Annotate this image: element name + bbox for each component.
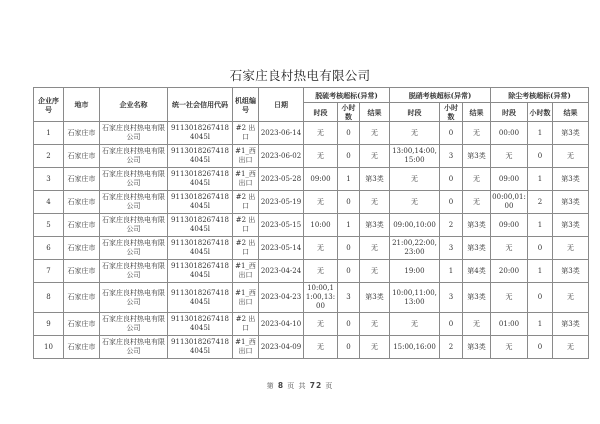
cell-so2-hours: 0 (338, 313, 360, 336)
cell-nox-result: 无 (463, 168, 491, 191)
cell-nox-hours: 0 (440, 191, 463, 214)
header-dust-hours: 小时数 (528, 103, 553, 122)
cell-so2-result: 无 (360, 313, 390, 336)
cell-date: 2023-06-02 (259, 145, 304, 168)
cell-seq: 4 (34, 191, 64, 214)
cell-city: 石家庄市 (64, 313, 100, 336)
footer-mid: 页 共 (287, 382, 307, 390)
header-dust-group: 除尘考核超标(异常) (491, 88, 589, 103)
cell-dust-period: 20:00 (491, 260, 528, 283)
cell-so2-hours: 1 (338, 214, 360, 237)
cell-date: 2023-04-10 (259, 313, 304, 336)
cell-dust-period: 00:00,01:00 (491, 191, 528, 214)
cell-nox-result: 第3类 (463, 214, 491, 237)
cell-nox-hours: 1 (440, 260, 463, 283)
cell-credit-code: 91130182674184045l (168, 122, 233, 145)
footer-prefix: 第 (266, 382, 275, 390)
cell-company: 石家庄良村热电有限公司 (100, 214, 168, 237)
cell-nox-hours: 0 (440, 122, 463, 145)
cell-date: 2023-04-23 (259, 283, 304, 313)
cell-nox-period: 21:00,22:00,23:00 (390, 237, 440, 260)
cell-nox-period: 09:00,10:00 (390, 214, 440, 237)
cell-nox-result: 第3类 (463, 237, 491, 260)
cell-dust-result: 无 (553, 283, 589, 313)
cell-company: 石家庄良村热电有限公司 (100, 237, 168, 260)
cell-credit-code: 91130182674184045l (168, 191, 233, 214)
cell-so2-result: 无 (360, 260, 390, 283)
cell-date: 2023-04-09 (259, 336, 304, 359)
table-row (34, 122, 589, 145)
cell-company: 石家庄良村热电有限公司 (100, 168, 168, 191)
header-unit: 机组编号 (233, 88, 259, 122)
cell-city: 石家庄市 (64, 283, 100, 313)
table-row (34, 168, 589, 191)
header-dust-period: 时段 (491, 103, 528, 122)
header-nox-group: 脱硝考核超标(异常) (390, 88, 491, 103)
cell-dust-period: 09:00 (491, 214, 528, 237)
cell-seq: 2 (34, 145, 64, 168)
cell-dust-hours: 2 (528, 191, 553, 214)
cell-credit-code: 91130182674184045l (168, 283, 233, 313)
cell-so2-period: 无 (304, 145, 338, 168)
cell-city: 石家庄市 (64, 122, 100, 145)
cell-nox-hours: 3 (440, 283, 463, 313)
cell-dust-result: 无 (553, 336, 589, 359)
table-row (34, 191, 589, 214)
cell-seq: 5 (34, 214, 64, 237)
cell-so2-period: 无 (304, 191, 338, 214)
header-nox-period: 时段 (390, 103, 440, 122)
cell-so2-hours: 0 (338, 122, 360, 145)
cell-dust-result: 第3类 (553, 260, 589, 283)
cell-so2-period: 10:00 (304, 214, 338, 237)
cell-dust-period: 无 (491, 237, 528, 260)
cell-so2-period: 无 (304, 260, 338, 283)
header-so2-period: 时段 (304, 103, 338, 122)
cell-so2-hours: 0 (338, 260, 360, 283)
cell-dust-period: 无 (491, 336, 528, 359)
cell-date: 2023-05-19 (259, 191, 304, 214)
cell-nox-period: 13:00,14:00,15:00 (390, 145, 440, 168)
cell-so2-hours: 0 (338, 336, 360, 359)
cell-company: 石家庄良村热电有限公司 (100, 260, 168, 283)
cell-nox-result: 第3类 (463, 145, 491, 168)
header-date: 日期 (259, 88, 304, 122)
cell-so2-hours: 0 (338, 191, 360, 214)
cell-nox-period: 无 (390, 313, 440, 336)
cell-dust-period: 01:00 (491, 313, 528, 336)
cell-unit: #2 出口 (233, 237, 259, 260)
cell-so2-result: 无 (360, 336, 390, 359)
cell-so2-period: 09:00 (304, 168, 338, 191)
cell-city: 石家庄市 (64, 260, 100, 283)
header-seq: 企业序号 (34, 88, 64, 122)
cell-city: 石家庄市 (64, 145, 100, 168)
cell-nox-period: 15:00,16:00 (390, 336, 440, 359)
cell-so2-result: 无 (360, 237, 390, 260)
cell-credit-code: 91130182674184045l (168, 214, 233, 237)
cell-seq: 1 (34, 122, 64, 145)
cell-credit-code: 91130182674184045l (168, 237, 233, 260)
cell-so2-period: 无 (304, 122, 338, 145)
cell-dust-hours: 0 (528, 336, 553, 359)
cell-nox-period: 无 (390, 168, 440, 191)
cell-dust-result: 无 (553, 237, 589, 260)
cell-so2-period: 无 (304, 336, 338, 359)
cell-city: 石家庄市 (64, 237, 100, 260)
cell-unit: #1_西出口 (233, 168, 259, 191)
cell-city: 石家庄市 (64, 336, 100, 359)
header-so2-group: 脱硫考核超标(异常) (304, 88, 390, 103)
header-so2-result: 结果 (360, 103, 390, 122)
cell-credit-code: 91130182674184045l (168, 336, 233, 359)
cell-so2-period: 10:00,11:00,13:00 (304, 283, 338, 313)
cell-so2-hours: 0 (338, 237, 360, 260)
table-row (34, 260, 589, 283)
header-nox-hours: 小时数 (440, 103, 463, 122)
page-footer (0, 381, 600, 391)
cell-so2-period: 无 (304, 237, 338, 260)
header-credit-code: 统一社会信用代码 (168, 88, 233, 122)
header-so2-hours: 小时数 (338, 103, 360, 122)
cell-so2-result: 第3类 (360, 214, 390, 237)
cell-company: 石家庄良村热电有限公司 (100, 313, 168, 336)
cell-dust-hours: 1 (528, 260, 553, 283)
cell-company: 石家庄良村热电有限公司 (100, 336, 168, 359)
header-nox-result: 结果 (463, 103, 491, 122)
cell-so2-period: 无 (304, 313, 338, 336)
cell-dust-hours: 1 (528, 122, 553, 145)
cell-unit: #1_西出口 (233, 336, 259, 359)
cell-nox-hours: 0 (440, 168, 463, 191)
cell-company: 石家庄良村热电有限公司 (100, 122, 168, 145)
cell-unit: #1_西出口 (233, 260, 259, 283)
cell-date: 2023-04-24 (259, 260, 304, 283)
cell-dust-result: 无 (553, 145, 589, 168)
cell-so2-result: 第3类 (360, 168, 390, 191)
cell-seq: 10 (34, 336, 64, 359)
cell-nox-hours: 3 (440, 237, 463, 260)
footer-suffix: 页 (325, 382, 334, 390)
cell-so2-hours: 3 (338, 283, 360, 313)
header-city: 地市 (64, 88, 100, 122)
cell-company: 石家庄良村热电有限公司 (100, 283, 168, 313)
cell-unit: #2 出口 (233, 214, 259, 237)
cell-credit-code: 91130182674184045l (168, 145, 233, 168)
cell-nox-period: 10:00,11:00,13:00 (390, 283, 440, 313)
table-row (34, 237, 589, 260)
cell-dust-result: 第3类 (553, 313, 589, 336)
cell-so2-result: 无 (360, 122, 390, 145)
cell-nox-hours: 2 (440, 336, 463, 359)
cell-nox-period: 无 (390, 191, 440, 214)
cell-unit: #2 出口 (233, 313, 259, 336)
cell-unit: #2 出口 (233, 191, 259, 214)
cell-dust-hours: 1 (528, 214, 553, 237)
table-row (34, 214, 589, 237)
cell-nox-period: 无 (390, 122, 440, 145)
cell-dust-period: 无 (491, 283, 528, 313)
header-dust-result: 结果 (553, 103, 589, 122)
table-row (34, 145, 589, 168)
table-row (34, 336, 589, 359)
cell-nox-period: 19:00 (390, 260, 440, 283)
cell-dust-result: 第3类 (553, 214, 589, 237)
cell-unit: #2 出口 (233, 122, 259, 145)
cell-dust-period: 00:00 (491, 122, 528, 145)
cell-seq: 3 (34, 168, 64, 191)
cell-credit-code: 91130182674184045l (168, 168, 233, 191)
cell-dust-hours: 0 (528, 283, 553, 313)
cell-unit: #1_西出口 (233, 145, 259, 168)
cell-dust-hours: 1 (528, 313, 553, 336)
cell-dust-period: 09:00 (491, 168, 528, 191)
cell-date: 2023-06-14 (259, 122, 304, 145)
table-row (34, 313, 589, 336)
cell-nox-hours: 0 (440, 313, 463, 336)
cell-credit-code: 91130182674184045l (168, 313, 233, 336)
cell-so2-result: 无 (360, 191, 390, 214)
current-page-number: 8 (277, 381, 285, 390)
cell-so2-result: 第3类 (360, 283, 390, 313)
header-company: 企业名称 (100, 88, 168, 122)
document-title: 石家庄良村热电有限公司 (229, 68, 371, 83)
cell-company: 石家庄良村热电有限公司 (100, 145, 168, 168)
table-row (34, 283, 589, 313)
cell-unit: #1_西出口 (233, 283, 259, 313)
cell-city: 石家庄市 (64, 168, 100, 191)
cell-nox-result: 第4类 (463, 260, 491, 283)
cell-seq: 6 (34, 237, 64, 260)
cell-credit-code: 91130182674184045l (168, 260, 233, 283)
cell-city: 石家庄市 (64, 214, 100, 237)
emission-violation-table (33, 87, 589, 359)
cell-dust-hours: 0 (528, 145, 553, 168)
cell-nox-hours: 3 (440, 145, 463, 168)
cell-nox-result: 无 (463, 191, 491, 214)
cell-date: 2023-05-28 (259, 168, 304, 191)
cell-seq: 7 (34, 260, 64, 283)
cell-nox-result: 第3类 (463, 336, 491, 359)
cell-dust-period: 无 (491, 145, 528, 168)
cell-seq: 8 (34, 283, 64, 313)
cell-so2-hours: 1 (338, 168, 360, 191)
cell-nox-hours: 2 (440, 214, 463, 237)
cell-date: 2023-05-15 (259, 214, 304, 237)
cell-nox-result: 第3类 (463, 283, 491, 313)
cell-nox-result: 无 (463, 122, 491, 145)
cell-dust-result: 第3类 (553, 191, 589, 214)
cell-nox-result: 无 (463, 313, 491, 336)
cell-so2-result: 无 (360, 145, 390, 168)
total-page-count: 72 (309, 381, 323, 390)
cell-dust-hours: 1 (528, 168, 553, 191)
cell-so2-hours: 0 (338, 145, 360, 168)
cell-company: 石家庄良村热电有限公司 (100, 191, 168, 214)
cell-dust-result: 第3类 (553, 168, 589, 191)
cell-date: 2023-05-14 (259, 237, 304, 260)
cell-seq: 9 (34, 313, 64, 336)
cell-city: 石家庄市 (64, 191, 100, 214)
cell-dust-result: 第3类 (553, 122, 589, 145)
cell-dust-hours: 0 (528, 237, 553, 260)
